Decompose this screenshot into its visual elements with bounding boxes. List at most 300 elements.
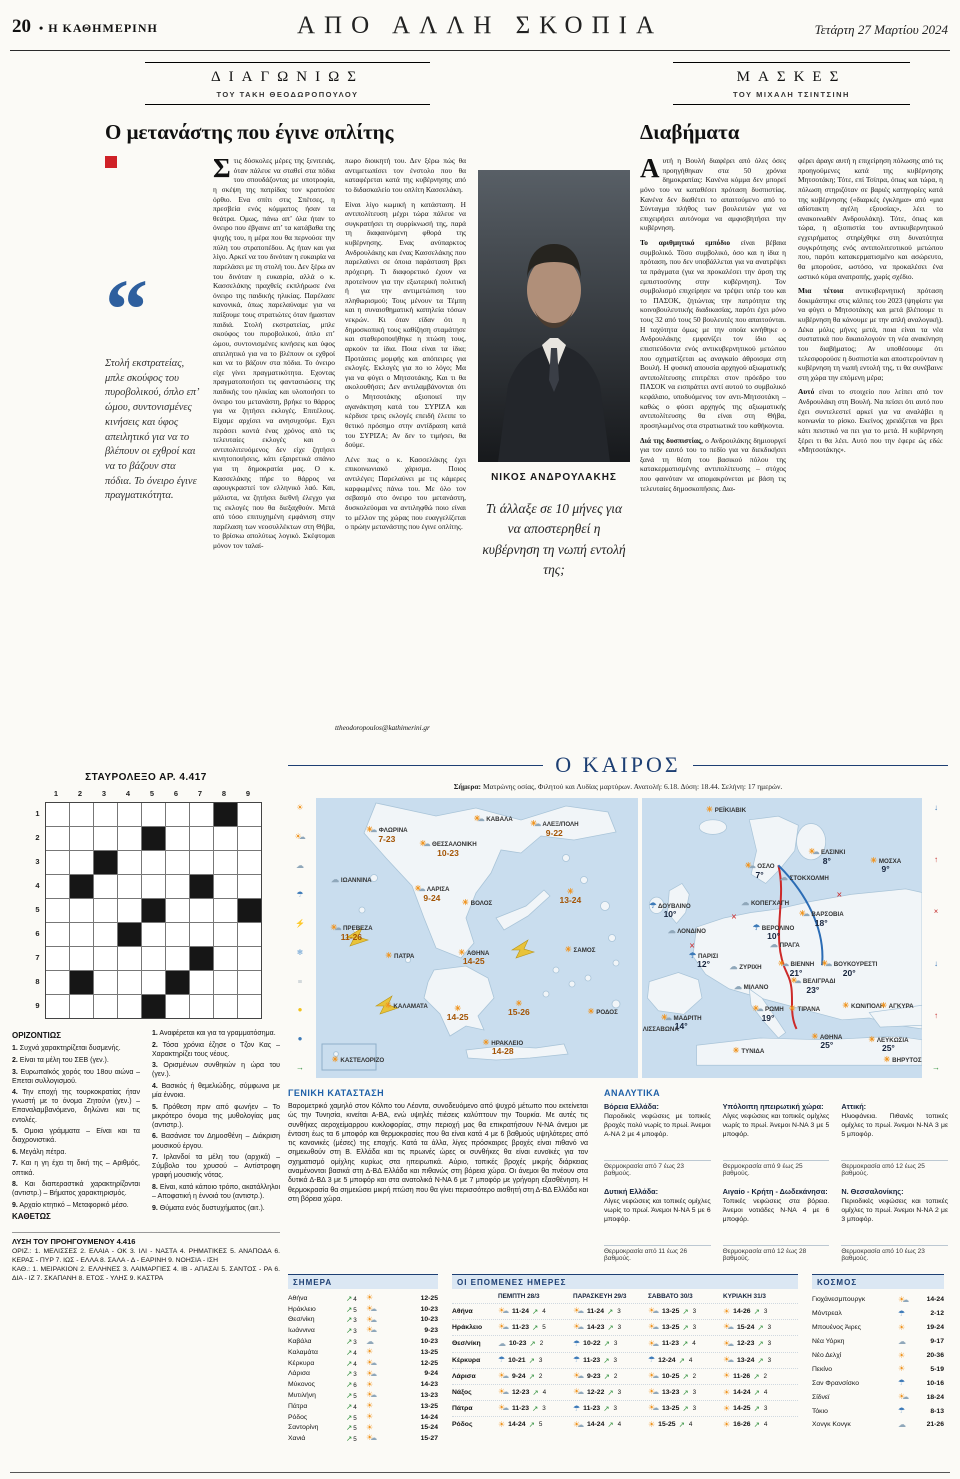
weather-icon (898, 1393, 914, 1402)
region-forecast (723, 1102, 830, 1177)
article-column-1 (640, 156, 786, 731)
wind-arrow-icon (346, 1434, 352, 1443)
city-temp: 14-25 (446, 1012, 469, 1023)
temperature: 12-24 (658, 1356, 676, 1364)
legend-icon (934, 856, 938, 864)
down-clue: 5. Πρόθεση πριν από φωνήεν – Το μικρότερο όνομα της μυθολογίας μας (αντιστρ.). (152, 1103, 281, 1129)
weather-icon (689, 952, 696, 960)
map-city (385, 952, 414, 960)
intro-text: υτή η Βουλή διαφέρει από όλες όσες προηγήθηκαν στα 50 χρόνια δημοκρατίας: Κανένα κόμμα δεν μπορεί μόνο του να καταθέσει πρόταση δυσπιστίας. Κανένα δεν διαθέτει το απαιτούμενο από το Σύνταγμα πλήθος των βουλευτών για να επιχειρήσει αυτόνομα να αμφισβητήσει την κυβέρνηση. (640, 156, 786, 233)
city-name: Νέα Υόρκη (812, 1338, 845, 1346)
column-name: ΔΙΑΓΩΝΙΩΣ (211, 69, 364, 85)
temperature: 14-24 (420, 1413, 438, 1421)
weather-icon (366, 1316, 382, 1325)
wind-cell (346, 1326, 366, 1335)
crossword-cell (94, 923, 117, 946)
wind-arrow-icon (346, 1337, 352, 1346)
city-name: Πάτρα (452, 1405, 473, 1413)
wind-arrow-icon (532, 1388, 538, 1397)
crossword-cell (214, 875, 237, 898)
world-table (812, 1274, 944, 1444)
wind-arrow-icon (682, 1372, 688, 1381)
crossword-cell (142, 923, 165, 946)
wind-arrow-icon (757, 1323, 763, 1332)
map-city (414, 885, 449, 904)
crossword-cell (70, 827, 93, 850)
down-clue: 6. Βασάνισε τον Δημοσθένη – Διάκριση μουσικού έργου. (152, 1133, 280, 1150)
weather-icon (498, 1388, 509, 1397)
weather-titlebar (288, 752, 948, 778)
weather-icon (498, 1372, 509, 1381)
temperature: 10-22 (583, 1340, 601, 1348)
crossword-cell (190, 827, 213, 850)
weather-icon (799, 910, 810, 919)
day-cell (723, 1356, 798, 1365)
weather-icon (898, 1338, 914, 1346)
weather-icon (366, 1348, 382, 1356)
temperature: 9-17 (930, 1338, 944, 1346)
article-headline: Ο μετανάστης που έγινε οπλίτης (105, 120, 394, 144)
photo-caption-name: ΝΙΚΟΣ ΑΝΔΡΟΥΛΑΚΗΣ (491, 472, 617, 483)
beaufort: 5 (353, 1436, 357, 1444)
red-square-marker (105, 156, 117, 168)
crossword-cell (118, 899, 141, 922)
crossword-cell (214, 899, 237, 922)
wind-arrow-icon (682, 1339, 688, 1348)
temperature: 13-23 (420, 1392, 438, 1400)
weather-icon (648, 1356, 655, 1364)
column-byline: ΤΟΥ ΜΙΧΑΛΗ ΤΣΙΝΤΣΙΝΗ (732, 90, 850, 99)
drop-cap: Σ (213, 156, 231, 184)
city-temp: 25° (820, 1040, 834, 1051)
temperature: 10-23 (420, 1316, 438, 1324)
legend-icon (934, 1012, 938, 1020)
city-name: Μπουένος Άιρες (812, 1324, 861, 1332)
temperature: 13-25 (661, 1308, 680, 1316)
weather-icon (366, 1413, 382, 1421)
city-name: Λάρισα (452, 1372, 476, 1380)
world-row (812, 1335, 944, 1349)
crossword-cell (238, 923, 261, 946)
city-name: Αθήνα (452, 1308, 473, 1316)
weather-icon (648, 1404, 659, 1413)
wind-cell (346, 1423, 366, 1432)
wind-arrow-icon (607, 1307, 613, 1316)
city-name: Σίδνεϊ (812, 1393, 830, 1401)
weather-legend-left (288, 798, 312, 1078)
legend-icon (298, 1035, 303, 1043)
weather-icon (366, 1370, 382, 1379)
day-header: ΠΕΜΠΤΗ 28/3 (498, 1293, 540, 1300)
photo-block (478, 170, 630, 580)
world-row (812, 1362, 944, 1376)
beaufort: 4 (763, 1421, 768, 1429)
crossword-cell (238, 971, 261, 994)
issue-date: Τετάρτη 27 Μαρτίου 2024 (814, 22, 948, 37)
crossword-cell (214, 923, 237, 946)
region-temp: Θερμοκρασία από 9 έως 25 βαθμούς. (723, 1160, 830, 1177)
weather-icon (366, 1381, 382, 1389)
temperature: 10-23 (420, 1305, 438, 1313)
crossword-cell (190, 851, 213, 874)
across-heading: ΟΡΙΖΟΝΤΙΩΣ (12, 1031, 61, 1040)
beaufort: 4 (353, 1360, 357, 1368)
weather-icon (573, 1421, 584, 1430)
wind-arrow-icon (754, 1307, 760, 1316)
region-name: Αττική: (841, 1102, 867, 1111)
city-name: Αθήνα (288, 1294, 308, 1302)
next-days-heading: ΟΙ ΕΠΟΜΕΝΕΣ ΗΜΕΡΕΣ (452, 1274, 798, 1289)
city-name: ΛΕΥΚΩΣΙΑ (876, 1037, 909, 1044)
beaufort: 4 (688, 1356, 693, 1364)
legend-icon (296, 1064, 304, 1072)
crossword-cell (214, 995, 237, 1018)
temperature: 5-19 (930, 1365, 944, 1373)
paragraph: φέρει άραγε αυτή η επιχείρηση πόλωσης από τις προηγούμενες κατά της κυβέρνησης Μητσοτάκη; Τότε, επί Τσίπρα, όπως και τώρα, η πόλωση στηριζόταν σε βαριές κατηγορίες κατά της κυβέρνησης («διαρκές έγκλημα» από «μια αδίστακτη αγέλη εξουσίας», λέει το ανακοινωθέν Ανδρουλάκη). Τότε, όπως και τώρα, η αξιοπιστία του αντικυβερνητικού εγχειρήματος στηρίχθηκε στη δυνατότητα συγκρότησης ενός αντιπολιτευτικού μετώπου που, παρότι κατακερματισμένο και ασώρευτο, θα μπορούσε, ωστόσο, να προκαλέσει ένα ωστικό κύμα ανατροπής, χωρίς σχέδιο. (798, 156, 943, 281)
weather-icon (649, 902, 656, 910)
weather-icon (573, 1323, 584, 1332)
temperature: 16-26 (733, 1421, 751, 1429)
wind-arrow-icon (532, 1307, 538, 1316)
city-temp: 10° (767, 931, 781, 942)
weather-icon (482, 1039, 489, 1047)
day-cell (573, 1356, 648, 1365)
region-temp: Θερμοκρασία από 10 έως 23 βαθμούς. (841, 1245, 948, 1262)
day-cell (498, 1420, 573, 1429)
beaufort: 2 (692, 1372, 697, 1380)
wind-arrow-icon (532, 1323, 538, 1332)
weather-icon (723, 1405, 730, 1413)
day-cell (723, 1404, 798, 1413)
region-name: Βόρεια Ελλάδα: (604, 1102, 659, 1111)
column-name: ΜΑΣΚΕΣ (736, 69, 847, 85)
weather-icon (330, 924, 341, 933)
article-body (105, 156, 470, 716)
map-city (649, 902, 690, 920)
column-header (673, 62, 909, 105)
city-temp: 9-22 (545, 828, 563, 839)
wind-arrow-icon (754, 1388, 760, 1397)
map-city (799, 910, 844, 929)
temperature: 13-25 (420, 1348, 438, 1356)
city-temp: 9-24 (423, 892, 441, 903)
day-cell (498, 1307, 573, 1316)
temperature: 10-23 (509, 1340, 527, 1348)
city-name: Πάτρα (288, 1402, 308, 1410)
crossword-cell (142, 971, 165, 994)
world-row (812, 1404, 944, 1418)
across-clue: 1. Συχνά χαρακτηρίζεται δυσμενής. (12, 1045, 121, 1053)
region-forecast (604, 1102, 711, 1177)
map-city (734, 983, 768, 991)
weather-icon (587, 1008, 594, 1016)
crossword-cell (118, 827, 141, 850)
analytika-heading: ΑΝΑΛΥΤΙΚΑ (604, 1088, 661, 1098)
beaufort: 4 (763, 1389, 768, 1397)
beaufort: 4 (353, 1403, 357, 1411)
wind-arrow-icon (346, 1348, 352, 1357)
day-cell (573, 1388, 648, 1397)
beaufort: 3 (692, 1389, 697, 1397)
quote-mark-icon: “ (105, 261, 148, 358)
wind-arrow-icon (346, 1315, 352, 1324)
crossword-cell (214, 827, 237, 850)
city-temp: 14° (674, 1021, 688, 1032)
day-cell (573, 1420, 648, 1429)
day-cell (648, 1307, 723, 1316)
city-name: ΒΟΛΟΣ (470, 899, 493, 907)
crossword-cell (142, 947, 165, 970)
crossword-cell (94, 803, 117, 826)
weather-icon (573, 1356, 580, 1364)
wind-arrow-icon (346, 1423, 352, 1432)
masthead (10, 10, 950, 48)
weather-title: Ο ΚΑΙΡΟΣ (555, 752, 681, 777)
city-temp: 14-28 (491, 1045, 514, 1056)
today-row (288, 1433, 438, 1444)
crossword-cell (214, 851, 237, 874)
weather-icon (366, 1424, 382, 1432)
legend-icon (297, 949, 304, 957)
city-name: ΛΟΝΔΙΝΟ (677, 927, 706, 935)
weather-icon (498, 1404, 509, 1413)
today-row (288, 1347, 438, 1358)
crossword-cell (94, 851, 117, 874)
world-row (812, 1321, 944, 1335)
city-name: ΟΣΛΟ (757, 863, 775, 871)
weather-icon (745, 862, 756, 871)
today-row (288, 1304, 438, 1315)
city-name: Μύκονος (288, 1381, 315, 1389)
solution-line: ΚΑΘ.: 1. ΜΕΙΡΑΚΙΟΝ 2. ΕΛΛΗΝΕΣ 3. ΛΑΙΜΑΡΓΙΕΣ 4. ΙΒ - ΑΠΑΣΑΙ 5. ΣΑΝΤΟΣ - ΡΑ 6. ΔΙΑ - ΙΖ 7. ΣΚΑΠΑΝΗ 8. ΕΤΟΣ - ΥΛΗΣ 9. ΚΑΣΤΡΑ (12, 1266, 280, 1283)
today-row (288, 1379, 438, 1390)
photo-caption-text: Τι άλλαξε σε 10 μήνες για να αποστερηθεί η κυβέρνηση τη νωπή εντολή της; (482, 501, 626, 577)
day-cell (573, 1372, 648, 1381)
city-temp: 20° (842, 968, 856, 979)
crossword-cell (94, 875, 117, 898)
beaufort: 3 (617, 1389, 622, 1397)
region-name: Υπόλοιπη ηπειρωτική χώρα: (722, 1102, 824, 1111)
day-cell (498, 1404, 573, 1413)
weather-icon (498, 1323, 509, 1332)
crossword-grid-wrap (12, 789, 280, 1019)
temperature: 12-23 (736, 1340, 755, 1348)
city-name: ΜΑΔΡΙΤΗ (673, 1014, 702, 1022)
weather-icon (898, 1352, 914, 1360)
article-maskes (640, 62, 943, 752)
map-city (447, 1005, 469, 1023)
city-name: ΠΑΤΡΑ (394, 953, 415, 960)
crossword-cell (190, 923, 213, 946)
down-heading: ΚΑΘΕΤΩΣ (12, 1212, 51, 1222)
crossword-cell (142, 851, 165, 874)
day-header: ΠΑΡΑΣΚΕΥΗ 29/3 (573, 1293, 627, 1300)
weather-icon (366, 1434, 382, 1443)
weather-icon (498, 1356, 505, 1364)
map-city (458, 949, 489, 967)
wind-arrow-icon (346, 1402, 352, 1411)
weather-icon (789, 1005, 796, 1013)
temperature: 11-23 (583, 1356, 601, 1364)
wind-arrow-icon (757, 1339, 763, 1348)
world-row (812, 1390, 944, 1404)
city-temp: 11-26 (340, 931, 363, 942)
crossword-title: ΣΤΑΥΡΟΛΕΞΟ ΑΡ. 4.417 (85, 772, 207, 783)
down-clue: 4. Βασικός ή θεμελιώδης, σύμφωνα με μία έννοια. (152, 1082, 280, 1100)
map-city (741, 899, 789, 907)
paragraph: Διά της δυσπιστίας, ο Ανδρουλάκης δημιουργεί για τον εαυτό του το πεδίο για να διεκδικήσει ξανά τη θέση του βασικού πόλου της κατακερματισμένης αντιπολίτευσης – στόχος που φαινόταν να απομακρύνεται με βάση τις τελευταίες δημοσκοπήσεις. Δια- (640, 435, 786, 493)
crossword-cell (166, 875, 189, 898)
article-body (640, 156, 943, 731)
across-clue: 8. Και διαπεραστικά χαρακτηρίζονται (αντιστρ.) – Βήματος χαρακτηρισμός. (12, 1181, 140, 1198)
region-name: Αιγαίο - Κρήτη - Δωδεκάνησα: (722, 1187, 828, 1196)
city-name: ΒΗΡΥΤΟΣ (892, 1056, 922, 1064)
weather-icon (384, 1002, 391, 1010)
wind-cell (346, 1305, 366, 1314)
drop-cap: Α (640, 156, 660, 184)
day-cell (723, 1339, 798, 1348)
crossword-cell (190, 899, 213, 922)
region-forecast (841, 1187, 948, 1262)
general-heading: ΓΕΝΙΚΗ ΚΑΤΑΣΤΑΣΗ (288, 1088, 385, 1098)
weather-icon (898, 1310, 914, 1318)
weather-icon (419, 840, 430, 849)
weather-icon (741, 899, 749, 907)
wind-arrow-icon (346, 1369, 352, 1378)
weather-icon (868, 1036, 875, 1044)
crossword-cell (118, 971, 141, 994)
general-situation (288, 1088, 588, 1262)
saints-text: Ματρώνης οσίας, Φιλητού και Λυδίας μαρτύρων. Ανατολή: 6.18. Δύση: 18.44. Σελήνη: 17 ημερών. (482, 782, 783, 791)
day-cell (648, 1356, 723, 1365)
beaufort: 3 (353, 1371, 357, 1379)
masthead-rule (10, 50, 950, 51)
temperature: 20-36 (926, 1352, 944, 1359)
crossword-cell (70, 947, 93, 970)
temperature: 9-24 (424, 1370, 438, 1378)
legend-icon (295, 833, 306, 842)
city-name: Θεσ/νίκη (288, 1316, 315, 1324)
crossword-cell (142, 827, 165, 850)
androulakis-photo (478, 170, 630, 462)
city-temp: 8° (822, 856, 831, 867)
map-city (689, 952, 718, 970)
next-days-row (452, 1384, 798, 1400)
temperature: 10-21 (508, 1356, 526, 1364)
crossword-cell (118, 923, 141, 946)
weather-icon (732, 1047, 739, 1055)
across-clue: 9. Αρχαίο κτητικό – Μεταφορικό μέσο. (12, 1201, 129, 1209)
temperature: 14-24 (508, 1421, 526, 1429)
weather-icon (723, 1389, 730, 1397)
city-name: ΑΘΗΝΑ (466, 950, 490, 958)
wind-arrow-icon (529, 1356, 535, 1365)
greece-map (316, 798, 638, 1078)
map-city (668, 927, 706, 935)
weather-icon (770, 941, 778, 949)
crossword-solution (12, 1232, 280, 1284)
wind-arrow-icon (753, 1372, 759, 1381)
city-temp: 9° (881, 863, 890, 874)
solution-line: ΟΡΙΖ.: 1. ΜΕΛΙΣΣΕΣ 2. ΕΛΑΙΑ - ΟΚ 3. ΙΛΙ - ΝΑΣΤΑ 4. ΡΗΜΑΤΙΚΕΣ 5. ΑΝΑΠΟΔΑ 6. ΚΕΡΑΣ - ΠΥΡ 7. ΙΩΣ - ΕΛΛΑ 8. ΣΑΛΑ - Δ - ΕΑΡΙΝΗ 9. ΝΟΗΣΙΑ - ΙΣΗ (12, 1247, 280, 1265)
city-name: ΚΑΒΑΛΑ (486, 815, 513, 823)
crossword-cell (118, 995, 141, 1018)
city-name: Κέρκυρα (288, 1359, 315, 1367)
next-days-table (452, 1274, 798, 1444)
legend-icon (298, 1006, 303, 1014)
down-clue: 9. Θύματα ενός δυστυχήματος (αιτ.). (152, 1204, 265, 1212)
author-email: ttheodoropoulos@kathimerini.gr (335, 724, 430, 733)
svg-text:×: × (836, 890, 843, 901)
city-name: ΑΓΚΥΡΑ (888, 1003, 914, 1011)
city-name: Ρόδος (288, 1413, 308, 1421)
next-days-row (452, 1368, 798, 1384)
city-name: Καβάλα (288, 1338, 312, 1346)
temperature: 10-16 (926, 1379, 944, 1387)
crossword-cell (238, 947, 261, 970)
weather-icon (790, 977, 801, 986)
legend-icon (295, 920, 305, 928)
wind-cell (346, 1434, 366, 1443)
wind-cell (346, 1413, 366, 1422)
beaufort: 3 (353, 1328, 357, 1336)
city-name: ΑΛΕΞ/ΠΟΛΗ (542, 821, 579, 829)
temperature: 10-25 (661, 1372, 680, 1380)
weather-icon (498, 1340, 506, 1348)
wind-arrow-icon (607, 1388, 613, 1397)
beaufort: 4 (353, 1349, 357, 1357)
map-city (730, 963, 762, 971)
city-name: Χανιά (288, 1435, 306, 1443)
weather-icon (648, 1421, 655, 1429)
city-name: Θεσ/νίκη (452, 1340, 481, 1348)
city-name: ΒΕΛΙΓΡΑΔΙ (802, 978, 836, 986)
crossword-grid (45, 802, 262, 1019)
column-1-text: τις δύσκολες μέρες της ξενιτειάς, όταν πάλευε να σταθεί στα πόδια του σπουδάζοντας με υποτροφία, η σκέψη της πατρίδας τον κρατούσε όρθιο. Ενα σπίτι στις Σπέτσες, η πρεσβεία ενός κόμματος ήσαν τα θεάτρα. Ομως, πάνω απ’ όλα ήταν το όνειρο που έβγαινε απ’ τα κατάβαθα της ψυχής του, η μέρα που θα περνούσε την πύλη του στρατοπέδου. Ας ήταν και για λίγο. Αρκεί να του δινόταν η ευκαιρία να παρελάσει με τη στολή του. Δεν ξέρω αν του δινόταν η ευκαιρία, αλλά ο κ. Κασσελάκης πραχθείς εκπλήρωσε ένα όνειρο της παιδικής ηλικίας. Παρέλασε κανονικά, όπως παρελαύναμε για να παίξουμε τους στρατιώτες όταν ήμασταν παιδιά. Στολή εκστρατείας, μπλε σκούφος του πυροβολικού, όπλο επ’ ώμου, συντονισμένες κινήσεις και ύφος απειλητικό για να το βλέπουν οι εχθροί και να το βάζουν στα πόδια. Το όνειρο είχε γίνει πραγματικότητα. Εχοντας πραγματοποιήσει τις φαντασιώσεις της παιδικής του ηλικίας και υλοποιήσει το όνειρο του μετανάστη, βρήκε το θάρρος για να ζητήσει εκλογές. Επιτέλους. Είχαμε αρχίσει να ανησυχούμε. Εχει περάσει κοντά ένας χρόνος από τις τελευταίες εκλογές και ο αντιπολιτευόμενος δεν είχε ζητήσει κινητοποιήσεις, κάτι εξαιρετικά σπάνιο για τη δημοκρατία μας. Ο κ. Κασσελάκης πήρε το θάρρος να αφουγκραστεί τον ελληνικό λαό. Και, μάλιστα, να ζητήσει διεθνή έλεγχο για τις εκλογές που θα διεξαχθούν. Μετά από τόσο επιτυχημένη εμφάνιση στην παρέλαση των νεοσυλλέκτων στη Θήβα, το βρίσκω απολύτως λογικό. Σκέφτομαι μόνον τον ταλαί- (213, 156, 335, 551)
crossword-cell (94, 947, 117, 970)
day-cell (648, 1404, 723, 1413)
temperature: 14-24 (586, 1421, 605, 1429)
page-bottom-rule (10, 1472, 950, 1473)
city-name: ΠΡΑΓΑ (779, 941, 800, 949)
beaufort: 4 (542, 1308, 546, 1316)
crossword-colnums: 1 2 3 4 5 6 7 8 9 (53, 789, 251, 798)
temperature: 14-26 (733, 1308, 751, 1316)
paragraph: Μια τέτοια αντικυβερνητική πρόταση δοκιμάστηκε στις κάλπες του 2023 (ψηφίστε για να φύγει ο Μητσοτάκης και μετά βλέπουμε τι κυβέρνηση θα κάνουμε με την απλή αναλογική). Δέκα μόλις μήνες μετά, ποια είναι τα νέα συστατικά που δικαιολογούν τη νέα ανακίνηση του διαβήματος; Αν υποθέσουμε ότι τελεσφορούσε η δυσπιστία και αποστερούνταν η κυβέρνηση τη νωπή εντολή της, τι θα συνέβαινε στη χώρα την επόμενη μέρα; (798, 286, 943, 382)
weather-icon (808, 848, 819, 857)
region-text: Παροδικές νεφώσεις με τοπικές βροχές πολύ νωρίς το πρωί. Άνεμοι Α-ΝΑ 2 με 4 μποφόρ. (604, 1113, 711, 1138)
weather-icon (883, 1056, 890, 1064)
map-city (330, 924, 372, 943)
beaufort: 4 (542, 1389, 547, 1397)
day-cell (498, 1356, 573, 1365)
pull-quote-text: Στολή εκστρατείας, μπλε σκούφος του πυροβολικού, όπλο επ’ ώμου, συντονισμένες κινήσεις και ύφος απειλητικό για να το βλέπουν οι εχθροί και να το βάζουν στα πόδια. Το όνειρο έγινε πραγματικότητα. (105, 358, 199, 502)
crossword-cell (46, 875, 69, 898)
city-name: ΣΤΟΚΧΟΛΜΗ (789, 874, 829, 882)
region-forecast (841, 1102, 948, 1177)
temperature: 15-24 (420, 1424, 438, 1432)
day-cell (723, 1388, 798, 1397)
city-temp: 15-26 (507, 1006, 530, 1017)
temperature: 15-27 (420, 1435, 438, 1443)
today-row (288, 1293, 438, 1304)
day-cell (648, 1372, 723, 1381)
beaufort: 3 (613, 1356, 617, 1364)
crossword-cell (46, 827, 69, 850)
beaufort: 3 (353, 1317, 357, 1325)
temperature: 12-23 (511, 1389, 530, 1397)
crossword-cell (214, 947, 237, 970)
